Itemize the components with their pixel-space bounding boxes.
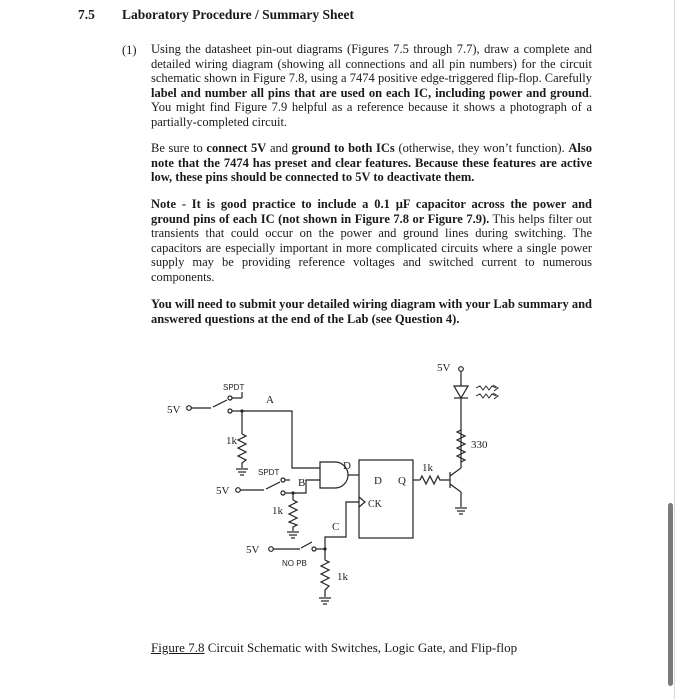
ground-c	[319, 598, 331, 604]
ground-b	[287, 532, 299, 538]
resistor-c	[321, 560, 329, 597]
label-node-a: A	[266, 394, 274, 406]
label-1k-c: 1k	[337, 571, 348, 583]
label-1k-q: 1k	[422, 462, 433, 474]
bold-text: label and number all pins that are used on each IC, including power and ground	[151, 85, 589, 100]
text: and	[266, 141, 292, 155]
label-1k-b: 1k	[272, 505, 283, 517]
figure-number: Figure 7.8	[151, 640, 205, 655]
figure-caption	[151, 640, 517, 656]
text: . You might find Figure 7.9 helpful as a reference because it shows a photograph of a partially-completed circuit.	[151, 85, 592, 129]
caption-text: Circuit Schematic with Switches, Logic Gate, and Flip-flop	[204, 640, 518, 655]
wire-c	[325, 502, 359, 549]
text: Using the datasheet pin-out diagrams (Figures 7.5 through 7.7), draw a complete and detailed wiring diagram (showing all connections and all pin numbers) for the circuit schematic shown in Figure 7.8, using a 7474 positive edge-triggered flip-flop. Carefully	[151, 42, 592, 86]
bold-text: connect 5V	[206, 141, 267, 155]
resistor-a	[238, 434, 246, 468]
text: Be sure to	[151, 141, 207, 155]
section-number: 7.5	[78, 7, 95, 22]
led	[454, 367, 468, 430]
ground-a	[236, 469, 248, 475]
wire-a	[242, 411, 320, 468]
transistor	[450, 468, 461, 507]
bold-text: ground to both ICs	[291, 141, 395, 155]
label-330: 330	[471, 439, 488, 451]
bold-text: You will need to submit your detailed wiring diagram with your Lab summary and answered questions at the end of the Lab (see Question 4).	[151, 297, 592, 326]
item-number: (1)	[122, 43, 137, 57]
label-node-c: C	[332, 521, 340, 533]
light-emission-icon	[476, 385, 498, 399]
label-spdt-a: SPDT	[223, 383, 245, 392]
label-1k-a: 1k	[226, 435, 237, 447]
bold-text: Note - It is good practice to include a 0.1 µF capacitor across the power and ground pins of each IC (not shown in Figure 7.8 or Figure 7.9).	[151, 197, 592, 226]
label-nopb-c: NO PB	[282, 559, 307, 568]
label-5v-led: 5V	[437, 362, 451, 374]
label-5v-b: 5V	[216, 485, 230, 497]
text: This helps filter out transients that could occur on the power and ground lines during switching. The capacitors are especially important in more complicated circuits where a single power supply may be providing reference voltages and switched current to numerous components.	[151, 211, 592, 284]
label-5v-a: 5V	[167, 404, 181, 416]
label-ff-q: Q	[398, 475, 406, 487]
switch-b	[236, 478, 293, 500]
label-5v-c: 5V	[246, 544, 260, 556]
label-spdt-b: SPDT	[258, 468, 280, 477]
ground-q	[455, 508, 467, 514]
text: (otherwise, they won’t function).	[394, 141, 569, 155]
switch-a	[187, 392, 242, 434]
label-ff-ck: CK	[368, 499, 382, 510]
section-title: Laboratory Procedure / Summary Sheet	[122, 7, 354, 22]
label-ff-d: D	[374, 475, 382, 487]
resistor-q	[420, 476, 450, 484]
resistor-b	[289, 500, 297, 531]
bold-text: Also note that the 7474 has preset and clear features. Because these features are active low, these pins should be connected to 5V to deactivate them.	[151, 141, 592, 185]
resistor-330	[457, 430, 465, 468]
pushbutton-c	[269, 542, 325, 560]
label-gate-out: D	[343, 460, 351, 472]
label-node-b: B	[298, 477, 306, 489]
